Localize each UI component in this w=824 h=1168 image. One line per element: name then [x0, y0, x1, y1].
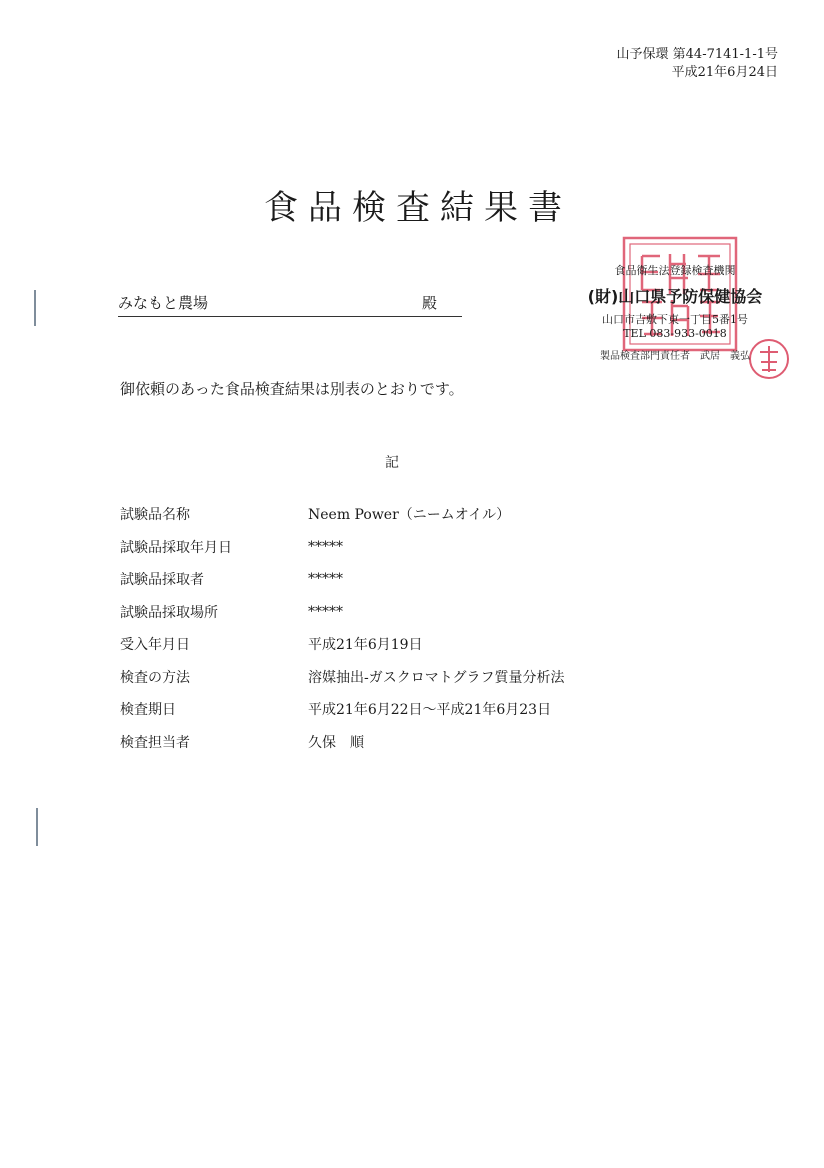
field-label: 試験品採取場所 — [120, 604, 218, 621]
field-value: Neem Power（ニームオイル） — [308, 507, 511, 524]
field-label: 受入年月日 — [120, 637, 190, 654]
issuer-tel: TEL 083-933-0018 — [623, 327, 727, 340]
scan-mark-top — [34, 290, 36, 326]
field-row — [120, 726, 680, 759]
intro-text: 御依頼のあった食品検査結果は別表のとおりです。 — [120, 380, 464, 398]
recipient-honorific: 殿 — [422, 294, 438, 312]
field-label: 試験品名称 — [120, 507, 190, 524]
field-label: 試験品採取年月日 — [120, 539, 232, 556]
field-value: 平成21年6月22日～平成21年6月23日 — [308, 702, 552, 719]
issuer-person: 製品検査部門責任者 武居 義弘 — [600, 351, 750, 362]
reference-number: 山予保環 第44-7141-1-1号 — [616, 47, 778, 62]
field-value: 平成21年6月19日 — [308, 637, 423, 654]
scan-mark-bottom — [36, 808, 38, 846]
issue-date: 平成21年6月24日 — [671, 65, 778, 80]
field-value: 久保 順 — [308, 734, 364, 751]
ki-heading: 記 — [385, 455, 399, 471]
field-row — [120, 661, 680, 694]
field-row — [120, 563, 680, 596]
field-value: ***** — [308, 571, 343, 588]
reference-block — [617, 46, 778, 82]
field-row — [120, 628, 680, 661]
recipient-line — [118, 292, 462, 317]
recipient-name: みなもと農場 — [118, 294, 209, 312]
document-title: 食品検査結果書 — [264, 188, 572, 228]
field-row — [120, 498, 680, 531]
field-row — [120, 693, 680, 726]
field-label: 検査期日 — [120, 702, 176, 719]
issuer-address: 山口市吉敷下東一丁目5番1号 — [602, 313, 748, 326]
field-row — [120, 531, 680, 564]
field-row — [120, 596, 680, 629]
field-label: 検査の方法 — [120, 669, 190, 686]
issuer-block — [560, 262, 790, 362]
field-value: 溶媒抽出-ガスクロマトグラフ質量分析法 — [308, 669, 565, 686]
issuer-organization: (財)山口県予防保健協会 — [587, 287, 763, 306]
field-value: ***** — [308, 603, 343, 620]
field-label: 試験品採取者 — [120, 572, 204, 589]
field-value: ***** — [308, 538, 343, 555]
issuer-registration: 食品衛生法登録検査機関 — [614, 264, 736, 277]
field-label: 検査担当者 — [120, 734, 190, 751]
field-list — [120, 498, 680, 758]
